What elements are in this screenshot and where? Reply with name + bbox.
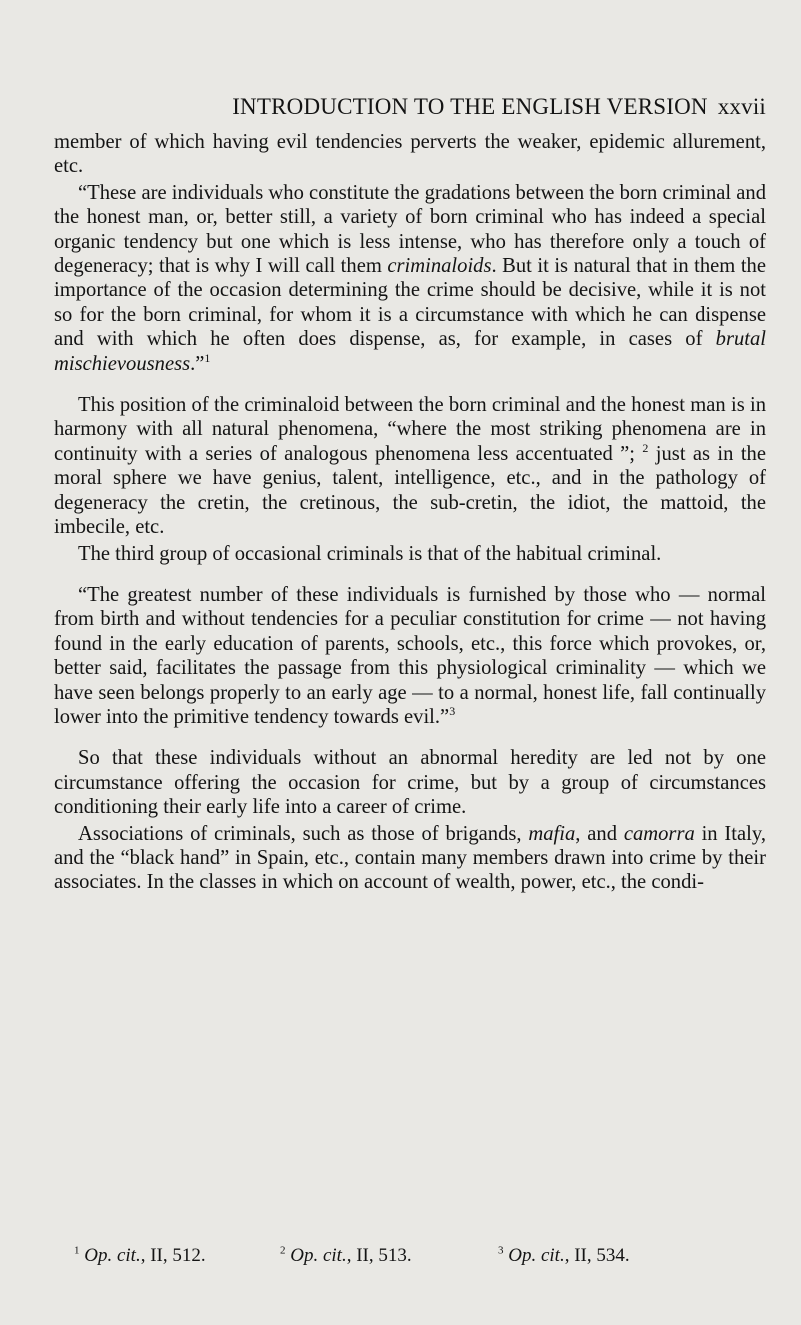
paragraph-6 (54, 746, 766, 819)
footnote-1-loc: , II, 512. (140, 1245, 206, 1266)
footnote-1-ref: Op. cit. (84, 1245, 141, 1266)
paragraph-7-text-b: , and (575, 822, 624, 845)
footnote-2-ref: Op. cit. (290, 1245, 347, 1266)
body-text (54, 130, 766, 895)
paragraph-1 (54, 130, 766, 179)
footnotes (54, 1245, 766, 1267)
running-head-title: INTRODUCTION TO THE ENGLISH VERSION (232, 94, 708, 119)
paragraph-3-text-a: This position of the criminaloid between the born criminal and the honest man is in harmony with all natural phenomena, “where the most striking phenomena are in continuity with a series of analogous phenomena less accentuated ”; (54, 394, 766, 465)
footnote-3 (498, 1245, 698, 1267)
paragraph-7-text-a: Associations of criminals, such as those of brigands, (78, 822, 529, 845)
running-head (54, 90, 766, 130)
footnote-1 (74, 1245, 280, 1267)
paragraph-6-text: So that these individuals without an abnormal heredity are led not by one circumstance offering the occasion for crime, but by a group of circumstances conditioning their early life into a career of crime. (54, 747, 766, 819)
footnote-3-ref: Op. cit. (508, 1245, 565, 1266)
footnote-ref-2: 2 (642, 441, 649, 456)
footnote-3-loc: , II, 534. (564, 1245, 630, 1266)
paragraph-3-text-b: just as in the moral sphere we have genius, talent, intelligence, etc., and in the pathology of degeneracy the cretin, the cretinous, the sub-cretin, the idiot, the mattoid, the imbecile, etc. (54, 442, 766, 539)
paragraph-2-text-a: “These are individuals who constitute the gradations between the born criminal and the honest man, or, better still, a variety of born criminal who has indeed a special organic tendency but one which is less intense, who has therefore only a touch of degeneracy; that is why I will call them (54, 181, 766, 278)
paragraph-7 (54, 822, 766, 895)
paragraph-2-text-b: . But it is natural that in them the importance of the occasion determining the crime should be decisive, while it is not so for the born criminal, for whom it is a circumstance with which he can dispense and with which he often does dispense, as, for example, in cases of (54, 255, 766, 351)
italic-brutal-mischievousness: brutal mischievousness (54, 328, 766, 375)
footnote-2 (280, 1245, 498, 1267)
page-number: xxvii (717, 94, 766, 119)
paragraph-2-text-c: .” (190, 352, 205, 375)
italic-camorra: camorra (623, 822, 695, 845)
paragraph-4-text: The third group of occasional criminals is that of the habitual criminal. (78, 542, 662, 565)
paragraph-2 (54, 181, 766, 376)
footnote-1-mark: 1 (74, 1244, 80, 1257)
italic-mafia: mafia (528, 822, 576, 845)
paragraph-1-text: member of which having evil tendencies perverts the weaker, epidemic allurement, etc. (54, 131, 766, 178)
footnote-3-mark: 3 (498, 1244, 504, 1257)
paragraph-4 (54, 542, 766, 566)
book-page (54, 90, 766, 895)
paragraph-3 (54, 393, 766, 539)
italic-criminaloids: criminaloids (387, 255, 492, 278)
footnote-ref-3: 3 (449, 704, 456, 719)
paragraph-7-text-c: in Italy, and the “black hand” in Spain, etc., contain many members drawn into crime by their associates. In the classes in which on account of wealth, power, etc., the condi- (54, 822, 766, 894)
paragraph-5 (54, 583, 766, 729)
footnote-ref-1: 1 (204, 350, 211, 365)
footnote-2-mark: 2 (280, 1244, 286, 1257)
paragraph-5-text: “The greatest number of these individuals is furnished by those who — normal from birth and without tendencies for a peculiar constitution for crime — not having found in the early education of parents, schools, etc., this force which provokes, or, better said, facilitates the passage from this physiological criminality — which we have seen belongs properly to an early age — to a normal, honest life, fall continually lower into the primitive tendency towards evil.” (54, 583, 766, 728)
footnote-2-loc: , II, 513. (346, 1245, 412, 1266)
